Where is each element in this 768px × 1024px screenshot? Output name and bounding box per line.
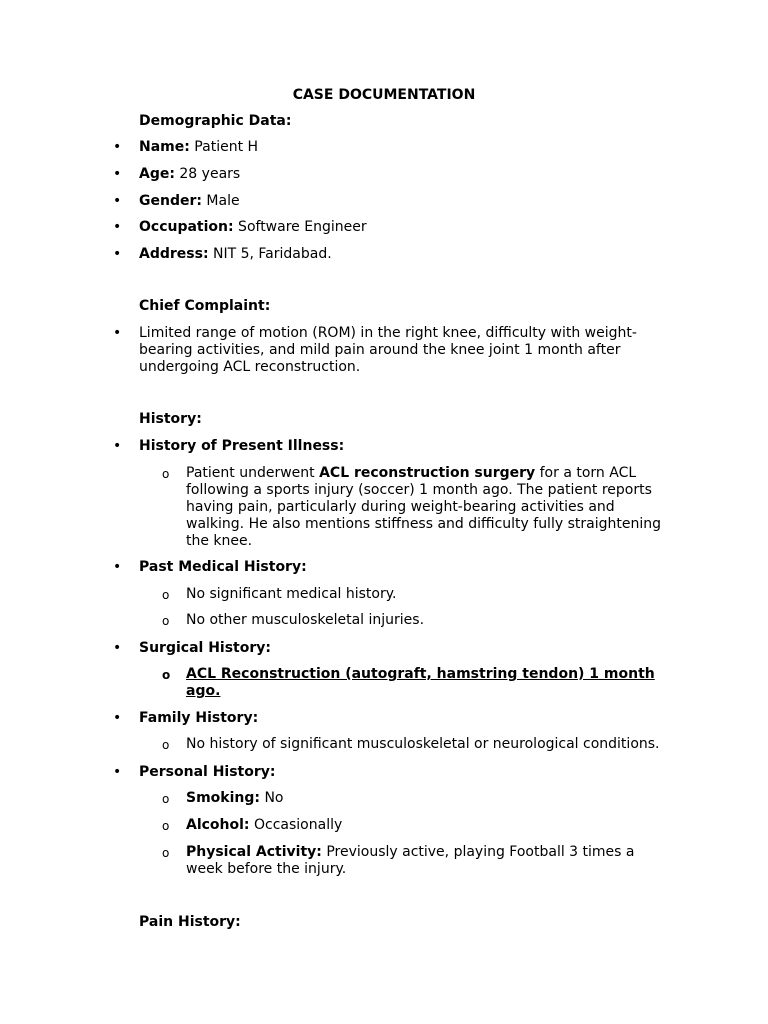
field-label: Occupation:	[139, 219, 234, 235]
bullet-icon: •	[113, 325, 122, 341]
field-label: Gender:	[139, 193, 202, 209]
circle-bullet-icon: o	[162, 668, 171, 682]
field-value: Occasionally	[249, 817, 343, 833]
personal-label: Personal History:	[139, 764, 276, 780]
bullet-icon: •	[113, 710, 122, 726]
field-label: Alcohol:	[186, 817, 250, 833]
bullet-icon: •	[113, 438, 122, 454]
bullet-icon: •	[113, 559, 122, 575]
past-medical-label: Past Medical History:	[139, 559, 307, 575]
field-label: Smoking:	[186, 790, 260, 806]
pain-history-heading: Pain History:	[139, 914, 241, 930]
present-illness-text: Patient underwent ACL reconstruction surgery for a torn ACL following a sports injury (soccer) 1 month ago. The patient reports having pain, particularly during weight-bearing activities and walking. He also mentions stiffness and difficulty fully straightening the knee.	[186, 465, 661, 549]
chief-complaint-text: Limited range of motion (ROM) in the right knee, difficulty with weight-bearing activities, and mild pain around the knee joint 1 month after undergoing ACL reconstruction.	[139, 325, 637, 375]
bullet-icon: •	[113, 193, 122, 209]
field-label: Address:	[139, 246, 209, 262]
circle-bullet-icon: o	[162, 738, 170, 752]
field-value: Software Engineer	[233, 219, 367, 235]
bullet-icon: •	[113, 139, 122, 155]
field-value: 28 years	[174, 166, 241, 182]
circle-bullet-icon: o	[162, 588, 170, 602]
circle-bullet-icon: o	[162, 792, 170, 806]
field-label: Name:	[139, 139, 190, 155]
field-label: Physical Activity:	[186, 844, 322, 860]
demographic-heading: Demographic Data:	[139, 113, 292, 129]
present-illness-label: History of Present Illness:	[139, 438, 345, 454]
field-value: Male	[201, 193, 240, 209]
bullet-icon: •	[113, 640, 122, 656]
surgical-label: Surgical History:	[139, 640, 271, 656]
field-value: NIT 5, Faridabad.	[208, 246, 332, 262]
family-item: No history of significant musculoskeletal or neurological conditions.	[186, 736, 660, 752]
circle-bullet-icon: o	[162, 846, 170, 860]
field-value: No	[260, 790, 284, 806]
circle-bullet-icon: o	[162, 614, 170, 628]
circle-bullet-icon: o	[162, 467, 170, 481]
surgical-item: ACL Reconstruction (autograft, hamstring tendon) 1 month ago.	[186, 666, 655, 699]
circle-bullet-icon: o	[162, 819, 170, 833]
field-value: Patient H	[189, 139, 259, 155]
family-label: Family History:	[139, 710, 259, 726]
chief-complaint-heading: Chief Complaint:	[139, 298, 271, 314]
history-heading: History:	[139, 411, 202, 427]
field-label: Age:	[139, 166, 175, 182]
past-medical-item: No significant medical history.	[186, 586, 397, 602]
bullet-icon: •	[113, 166, 122, 182]
past-medical-item: No other musculoskeletal injuries.	[186, 612, 425, 628]
bullet-icon: •	[113, 246, 122, 262]
document-title: CASE DOCUMENTATION	[292, 87, 476, 103]
field-value: Previously active, playing Football 3 times a week before the injury.	[186, 844, 635, 877]
bullet-icon: •	[113, 764, 122, 780]
bullet-icon: •	[113, 219, 122, 235]
